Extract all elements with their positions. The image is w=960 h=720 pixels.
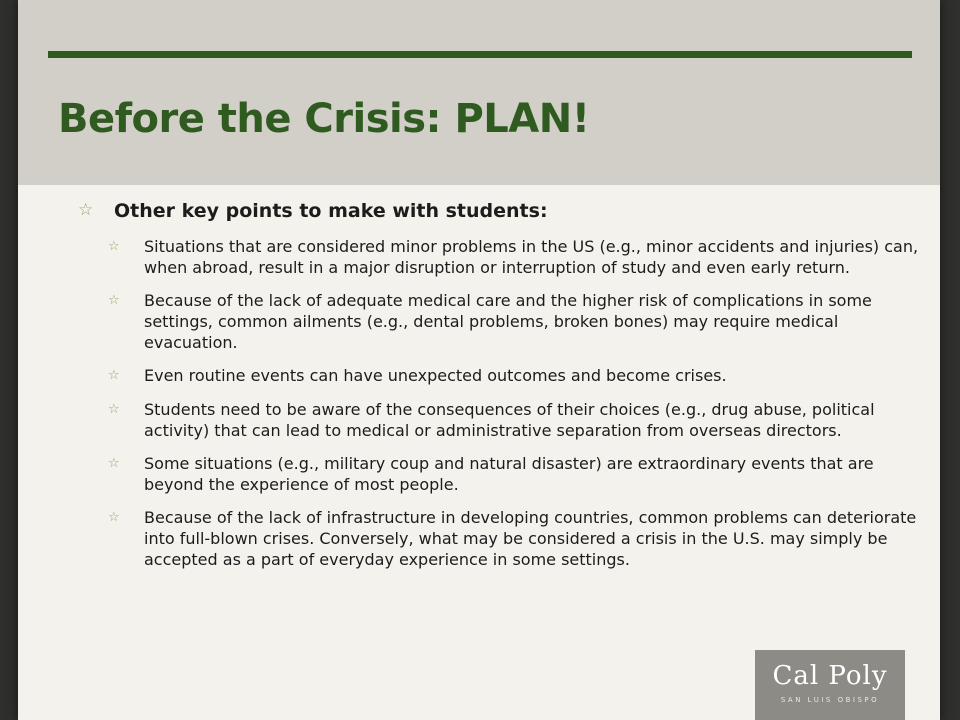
list-item (108, 453, 928, 495)
list-item (108, 236, 928, 278)
logo-wordmark: Cal Poly (772, 661, 888, 691)
slide (18, 0, 940, 720)
title-band (18, 0, 940, 185)
bullet-text: Even routine events can have unexpected outcomes and become crises. (144, 366, 727, 385)
star-outline-icon: ☆ (108, 456, 120, 471)
title-rule (48, 51, 912, 58)
slide-content (78, 198, 928, 582)
bullet-text: Situations that are considered minor problems in the US (e.g., minor accidents and injuries) can, when abroad, result in a major disruption or interruption of study and even early return. (144, 237, 919, 277)
bullet-text: Students need to be aware of the consequences of their choices (e.g., drug abuse, political activity) that can lead to medical or administrative separation from overseas directors. (144, 400, 875, 440)
star-outline-icon: ☆ (108, 239, 120, 254)
star-outline-icon: ☆ (108, 293, 120, 308)
bullet-text: Because of the lack of infrastructure in developing countries, common problems can deteriorate into full-blown crises. Conversely, what may be considered a crisis in the U.S. may simply be accepted as a part of everyday experience in some settings. (144, 508, 917, 569)
list-item (108, 399, 928, 441)
list-item (108, 507, 928, 570)
bullet-text: Some situations (e.g., military coup and natural disaster) are extraordinary events that are beyond the experience of most people. (144, 454, 874, 494)
star-outline-icon: ☆ (108, 402, 120, 417)
bullet-heading: Other key points to make with students: (114, 200, 548, 222)
heading-bullet (78, 198, 928, 224)
star-outline-icon: ☆ (78, 200, 94, 220)
star-outline-icon: ☆ (108, 368, 120, 383)
cal-poly-logo (755, 650, 905, 720)
logo-subtitle: SAN LUIS OBISPO (780, 696, 880, 704)
slide-title: Before the Crisis: PLAN! (58, 96, 590, 142)
list-item (108, 290, 928, 353)
bullet-text: Because of the lack of adequate medical care and the higher risk of complications in some settings, common ailments (e.g., dental problems, broken bones) may require medical evacuation. (144, 291, 872, 352)
bullet-list (108, 236, 928, 570)
star-outline-icon: ☆ (108, 510, 120, 525)
list-item (108, 365, 928, 387)
